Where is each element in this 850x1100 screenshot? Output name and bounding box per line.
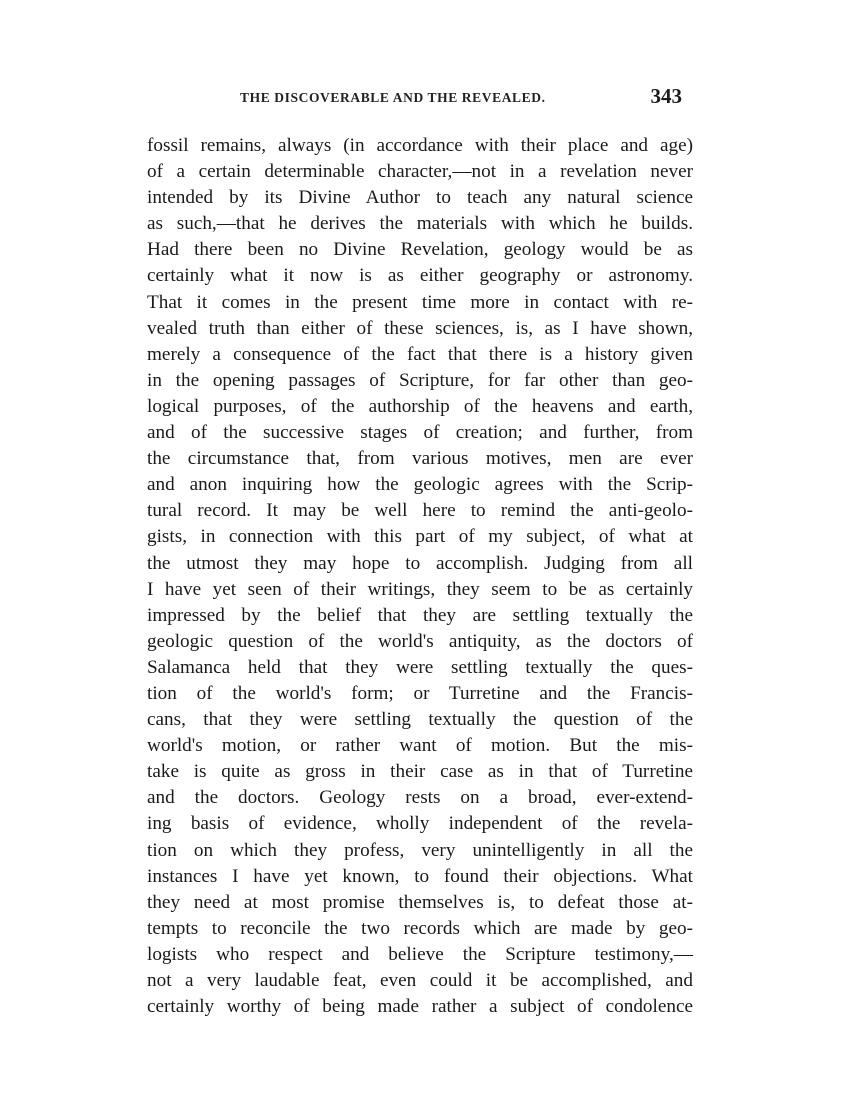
text-line: logical purposes, of the authorship of the heavens and earth, (147, 395, 693, 417)
text-line: and anon inquiring how the geologic agrees with the Scrip- (147, 474, 693, 496)
text-line: the utmost they may hope to accomplish. Judging from all (147, 552, 693, 574)
body-text (147, 133, 693, 1020)
text-line: tempts to reconcile the two records which are made by geo- (147, 917, 693, 939)
text-line: certainly what it now is as either geography or astronomy. (147, 265, 693, 287)
text-line: tural record. It may be well here to remind the anti-geolo- (147, 500, 693, 522)
text-line: intended by its Divine Author to teach any natural science (147, 187, 693, 209)
text-line: vealed truth than either of these sciences, is, as I have shown, (147, 317, 693, 339)
text-line: they need at most promise themselves is, to defeat those at- (147, 891, 693, 913)
text-line: I have yet seen of their writings, they seem to be as certainly (147, 578, 693, 600)
text-line: certainly worthy of being made rather a subject of condolence (147, 996, 693, 1018)
page-number: 343 (650, 84, 682, 108)
text-line: not a very laudable feat, even could it be accomplished, and (147, 970, 693, 991)
text-line: Had there been no Divine Revelation, geology would be as (147, 239, 693, 261)
text-line: of a certain determinable character,—not in a revelation never (147, 161, 693, 183)
text-line: tion on which they profess, very unintelligently in all the (147, 839, 693, 861)
text-line: instances I have yet known, to found their objections. What (147, 865, 693, 887)
text-line: in the opening passages of Scripture, for far other than geo- (147, 369, 693, 391)
text-line: That it comes in the present time more in contact with re- (147, 291, 693, 313)
text-line: the circumstance that, from various motives, men are ever (147, 448, 693, 470)
text-line: geologic question of the world's antiquity, as the doctors of (147, 630, 693, 652)
text-line: fossil remains, always (in accordance with their place and age) (147, 135, 693, 156)
text-line: cans, that they were settling textually the question of the (147, 709, 693, 731)
text-line: gists, in connection with this part of my subject, of what at (147, 526, 693, 548)
text-line: impressed by the belief that they are settling textually the (147, 604, 693, 626)
text-line: and the doctors. Geology rests on a broad, ever-extend- (147, 787, 693, 809)
running-head (148, 84, 688, 114)
text-line: and of the successive stages of creation; and further, from (147, 422, 693, 444)
text-line: ing basis of evidence, wholly independent of the revela- (147, 813, 693, 835)
text-line: Salamanca held that they were settling textually the ques- (147, 656, 693, 678)
text-line: as such,—that he derives the materials with which he builds. (147, 213, 693, 235)
text-line: tion of the world's form; or Turretine and the Francis- (147, 682, 693, 704)
text-line: take is quite as gross in their case as in that of Turretine (147, 761, 693, 783)
text-line: world's motion, or rather want of motion. But the mis- (147, 735, 693, 757)
text-line: logists who respect and believe the Scripture testimony,— (147, 943, 693, 965)
running-title: THE DISCOVERABLE AND THE REVEALED. (240, 90, 546, 105)
text-line: merely a consequence of the fact that there is a history given (147, 343, 693, 365)
